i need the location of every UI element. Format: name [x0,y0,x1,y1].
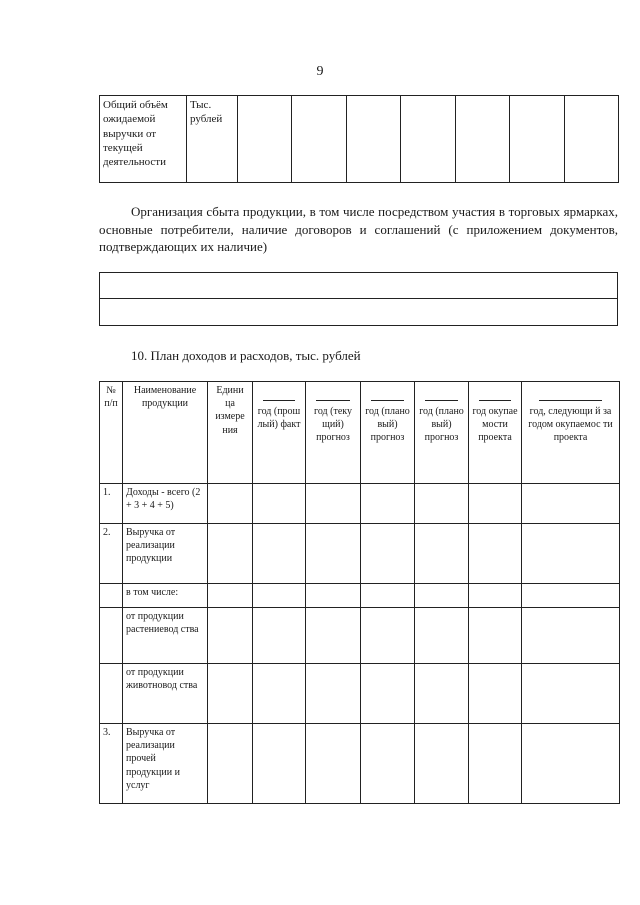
value-cell[interactable] [306,484,361,524]
row-name: в том числе: [123,584,208,608]
row-name: Выручка от реализации прочей продукции и услуг [123,724,208,804]
header-year-plan-1: год (плано вый) прогноз [361,382,415,484]
year-blank-rule [425,400,458,401]
row-name: от продукции животновод ства [123,664,208,724]
value-cell[interactable] [253,484,306,524]
value-cell[interactable] [361,484,415,524]
revenue-table [99,95,619,183]
value-cell[interactable] [415,724,469,804]
revenue-value-cell[interactable] [401,96,455,183]
value-cell[interactable] [306,584,361,608]
answer-line[interactable] [99,272,618,299]
row-number [100,664,123,724]
revenue-label: Общий объём ожидаемой выручки от текущей деятельности [103,99,168,169]
value-cell[interactable] [208,584,253,608]
value-cell[interactable] [469,608,522,664]
row-name: от продукции растениевод ства [123,608,208,664]
value-cell[interactable] [415,664,469,724]
header-year-plan-2: год (плано вый) прогноз [415,382,469,484]
row-name: Доходы - всего (2 + 3 + 4 + 5) [123,484,208,524]
header-num: № п/п [100,382,123,484]
row-name: Выручка от реализации продукции [123,524,208,584]
header-year-after-payback: год, следующи й за годом окупаемос ти проекта [522,382,620,484]
value-cell[interactable] [361,608,415,664]
value-cell[interactable] [469,484,522,524]
value-cell[interactable] [469,724,522,804]
year-blank-rule [371,400,404,401]
table-row [100,664,620,724]
value-cell[interactable] [253,724,306,804]
value-cell[interactable] [306,608,361,664]
value-cell[interactable] [253,608,306,664]
value-cell[interactable] [415,524,469,584]
revenue-unit-cell [187,96,238,183]
revenue-value-cell[interactable] [564,96,618,183]
value-cell[interactable] [522,524,620,584]
paragraph-text: Организация сбыта продукции, в том числе посредством участия в торговых ярмарках, основные потребители, наличие договоров и соглашений (с приложением документов, подтверждающих их наличие) [99,204,618,254]
value-cell[interactable] [306,524,361,584]
row-number [100,608,123,664]
value-cell[interactable] [208,608,253,664]
value-cell[interactable] [415,484,469,524]
value-cell[interactable] [208,724,253,804]
row-number: 1. [100,484,123,524]
value-cell[interactable] [522,664,620,724]
section-title: 10. План доходов и расходов, тыс. рублей [131,348,361,363]
value-cell[interactable] [469,524,522,584]
sales-organization-paragraph [99,203,618,256]
value-cell[interactable] [361,524,415,584]
table-row [100,608,620,664]
year-blank-rule [263,400,295,401]
value-cell[interactable] [306,664,361,724]
income-expense-plan-table [99,381,620,804]
value-cell[interactable] [522,584,620,608]
revenue-unit: Тыс. рублей [190,99,223,126]
value-cell[interactable] [361,584,415,608]
table-row [100,724,620,804]
header-unit: Едини ца измере ния [208,382,253,484]
value-cell[interactable] [522,608,620,664]
value-cell[interactable] [361,724,415,804]
value-cell[interactable] [306,724,361,804]
year-blank-rule [539,400,603,401]
value-cell[interactable] [253,584,306,608]
header-year-payback: год окупае мости проекта [469,382,522,484]
answer-line[interactable] [99,299,618,326]
revenue-value-cell[interactable] [510,96,564,183]
table-header-row [100,382,620,484]
revenue-value-cell[interactable] [292,96,346,183]
table-row [100,584,620,608]
value-cell[interactable] [361,664,415,724]
page-number: 9 [316,64,324,79]
value-cell[interactable] [469,584,522,608]
row-number [100,584,123,608]
row-number: 2. [100,524,123,584]
value-cell[interactable] [253,664,306,724]
table-row [100,484,620,524]
value-cell[interactable] [522,484,620,524]
revenue-value-cell[interactable] [346,96,400,183]
value-cell[interactable] [208,484,253,524]
header-year-past: год (прош лый) факт [253,382,306,484]
value-cell[interactable] [208,664,253,724]
header-name: Наименование продукции [123,382,208,484]
revenue-value-cell[interactable] [455,96,509,183]
value-cell[interactable] [469,664,522,724]
value-cell[interactable] [208,524,253,584]
value-cell[interactable] [522,724,620,804]
row-number: 3. [100,724,123,804]
revenue-value-cell[interactable] [238,96,292,183]
revenue-label-cell [100,96,187,183]
answer-fields [99,272,618,326]
table-row [100,524,620,584]
value-cell[interactable] [415,584,469,608]
value-cell[interactable] [253,524,306,584]
header-year-current: год (теку щий) прогноз [306,382,361,484]
year-blank-rule [316,400,350,401]
value-cell[interactable] [415,608,469,664]
year-blank-rule [479,400,511,401]
